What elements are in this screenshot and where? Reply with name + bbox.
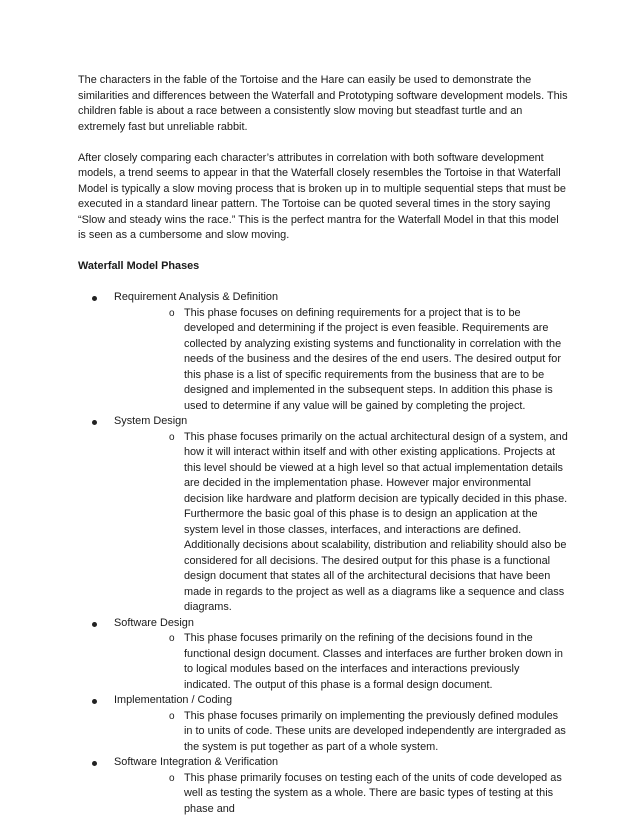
intro-paragraph-2: After closely comparing each character’s attributes in correlation with both software development models, a trend seems to appear in that the Waterfall closely resembles the Tortoise in that Waterfall Model is typically a slow moving process that is broken up in to multiple sequential steps that must be executed in a standard linear pattern. The Tortoise can be quoted several times in the story saying “Slow and steady wins the race.” This is the perfect mantra for the Waterfall Model in that this model is seen as a cumbersome and slow moving.: [78, 151, 566, 241]
sub-bullet-icon: o: [169, 307, 175, 319]
bullet-icon: [92, 296, 97, 301]
bullet-icon: [92, 622, 97, 627]
phase-description-text: This phase focuses primarily on the actual architectural design of a system, and how it will interact within itself and with other existing applications. Projects at this level should be viewed at a high level so that actual implementation details are decided in the implementation phase. However major environmental decision like hardware and platform decision are typically decided in this phase. Furthermore the basic goal of this phase is to design an application at the system level in those classes, interfaces, and interactions are defined. Additionally decisions about scalability, distribution and reliability should also be considered for all decisions. The desired output for this phase is a functional design document that states all of the architectural decisions that have been made in regards to the project as well as a diagrams like a sequence and class diagrams.: [184, 430, 568, 613]
phase-item-integration: [78, 755, 568, 817]
phase-description: [114, 306, 568, 415]
phase-description: [114, 631, 568, 693]
phase-description: [114, 430, 568, 616]
sub-bullet-icon: o: [169, 772, 175, 784]
phase-list: [78, 290, 568, 817]
bullet-icon: [92, 699, 97, 704]
phase-item-requirements: [78, 290, 568, 414]
phase-title: Software Design: [114, 616, 194, 629]
sub-bullet-icon: o: [169, 710, 175, 722]
sub-bullet-icon: o: [169, 633, 175, 644]
phase-item-system-design: [78, 414, 568, 616]
phase-description-text: This phase focuses primarily on the refining of the decisions found in the functional design document. Classes and interfaces are further broken down in to logical modules based on the interfaces and interactions previously indicated. The output of this phase is a formal design document.: [184, 632, 563, 691]
document-body: [78, 73, 568, 817]
intro-paragraph-1: The characters in the fable of the Tortoise and the Hare can easily be used to demonstrate the similarities and differences between the Waterfall and Prototyping software development models. This children fable is about a race between a consistently slow moving but steadfast turtle and an extremely fast but unreliable rabbit.: [78, 74, 568, 133]
bullet-icon: [92, 761, 97, 766]
phase-description-text: This phase focuses primarily on implementing the previously defined modules in to units of code. These units are developed independently are intergraded as the system is put together as part of a whole system.: [184, 709, 566, 753]
phase-item-software-design: [78, 616, 568, 694]
phase-title: System Design: [114, 415, 188, 427]
phase-description: [114, 709, 568, 756]
phase-description-text: This phase focuses on defining requirements for a project that is to be developed and determining if the project is even feasible. Requirements are collected by analyzing existing systems and functionality in correlation with the needs of the business and the desires of the end users. The desired output for this phase is a list of specific requirements from the business that are to be designed and implemented in the subsequent steps. In addition this phase is used to determine if any value will be gained by completing the project.: [184, 306, 562, 412]
phase-title: Implementation / Coding: [114, 694, 233, 706]
bullet-icon: [92, 420, 97, 425]
sub-bullet-icon: o: [169, 431, 175, 443]
phase-item-implementation: [78, 693, 568, 755]
phase-title: Requirement Analysis & Definition: [114, 291, 279, 303]
section-heading: Waterfall Model Phases: [78, 260, 200, 272]
phase-description-text: This phase primarily focuses on testing each of the units of code developed as well as testing the system as a whole. There are basic types of testing at this phase and: [184, 771, 562, 815]
phase-description: [114, 771, 568, 818]
phase-title: Software Integration & Verification: [114, 756, 279, 768]
